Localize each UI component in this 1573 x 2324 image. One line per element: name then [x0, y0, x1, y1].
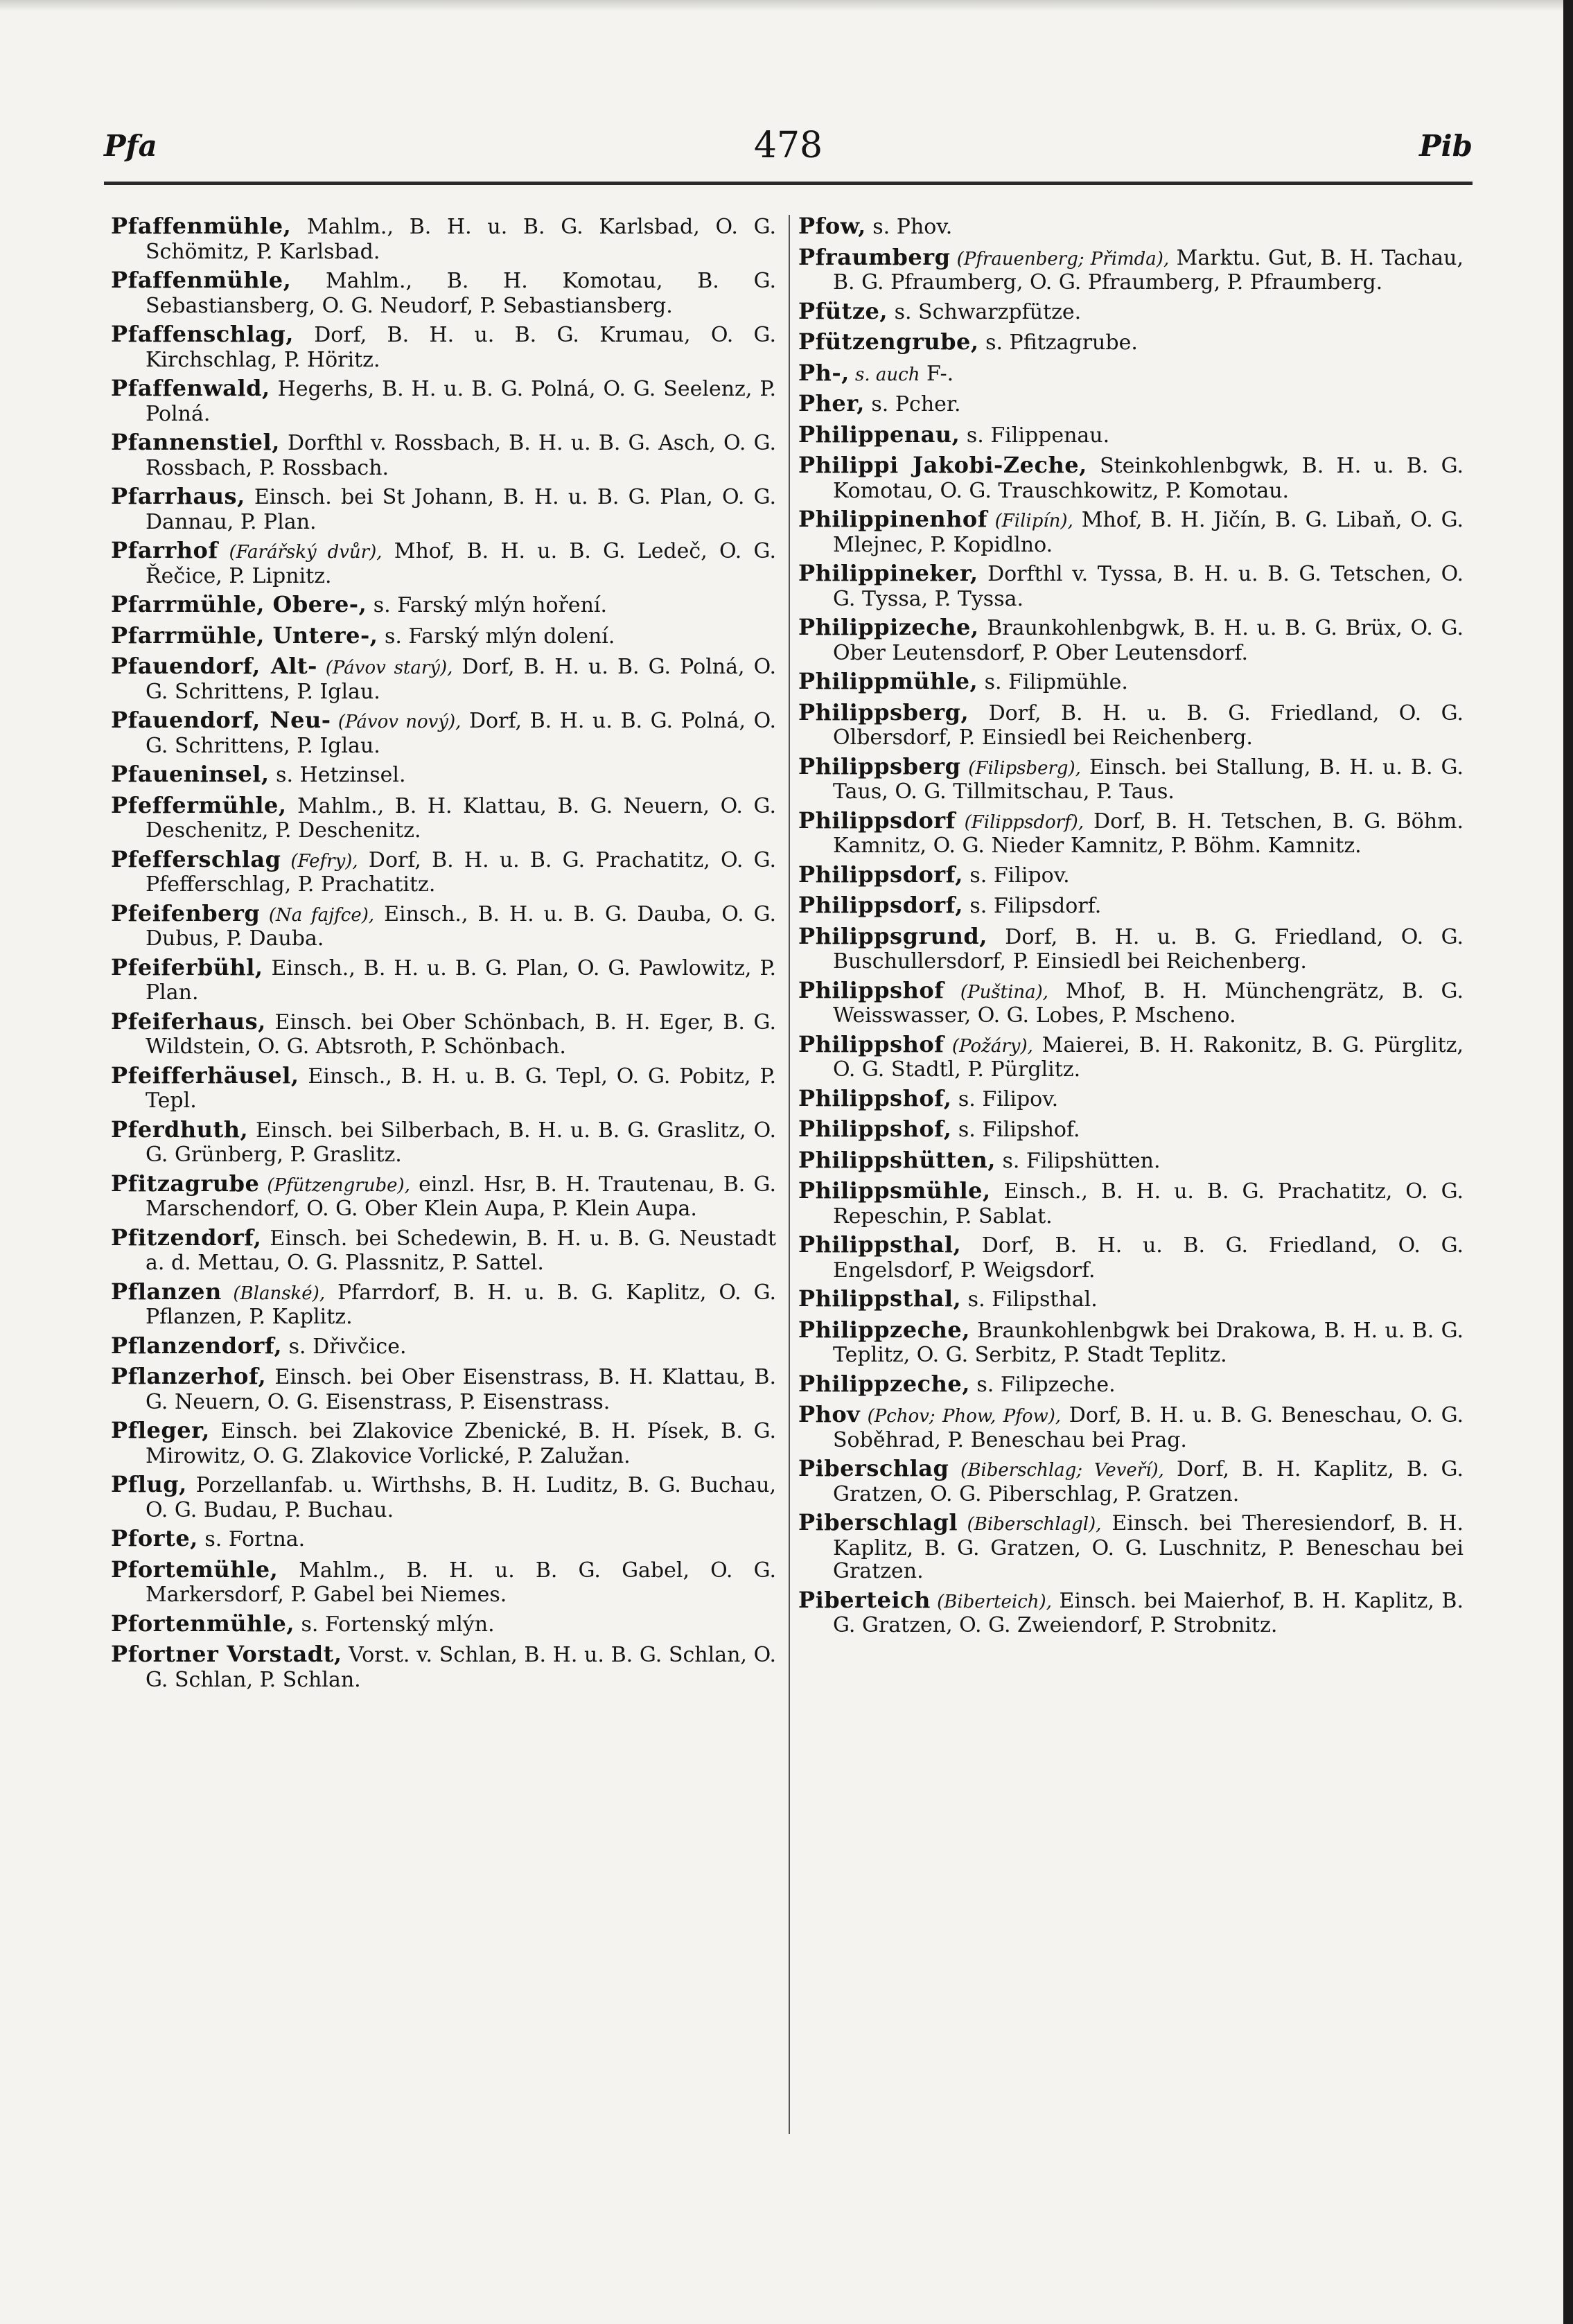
entry-description: Einsch. bei Stallung, B. H. u. B. G. Taus, O. G. Tillmitschau, P. Taus. — [833, 755, 1464, 804]
entry-headword: Philippmühle, — [798, 668, 978, 694]
gazetteer-entry — [111, 1118, 776, 1167]
entry-headword: Philippsberg — [798, 752, 961, 780]
gazetteer-entry — [798, 1457, 1464, 1506]
gazetteer-entry — [111, 791, 776, 843]
entry-description: Steinkohlenbgwk, B. H. u. B. G. Komotau, O. G. Trauschkowitz, P. Komotau. — [833, 454, 1464, 503]
gazetteer-entry — [111, 845, 776, 897]
entry-description: s. Filipmühle. — [978, 670, 1128, 694]
entry-description: Einsch. bei Ober Schönbach, B. H. Eger, B. G. Wildstein, O. G. Abtsroth, P. Schönbach. — [146, 1010, 776, 1059]
gazetteer-entry — [111, 269, 776, 317]
entry-description: einzl. Hsr, B. H. Trautenau, B. G. Marschendorf, O. G. Ober Klein Aupa, P. Klein Aupa. — [146, 1172, 776, 1221]
gazetteer-entry — [111, 1612, 776, 1638]
gazetteer-entry — [111, 709, 776, 757]
entry-headword: Pfitzagrube — [111, 1170, 260, 1197]
entry-alternate-name: (Filipsberg), — [960, 757, 1081, 779]
entry-headword: Philippshof — [798, 976, 944, 1003]
entry-alternate-name: (Pávov nový), — [331, 712, 462, 732]
entry-headword: Philippshütten, — [798, 1146, 996, 1173]
entry-headword: Philippsberg, — [798, 698, 969, 725]
gazetteer-entry — [798, 1511, 1464, 1583]
entry-description: Dorfthl v. Tyssa, B. H. u. B. G. Tetschen, O. G. Tyssa, P. Tyssa. — [833, 562, 1464, 611]
gazetteer-entry — [798, 1146, 1464, 1174]
entry-description: Mhof, B. H. Jičín, B. G. Libaň, O. G. Mlejnec, P. Kopidlno. — [833, 508, 1464, 557]
entry-description: s. Filipshof. — [951, 1118, 1080, 1142]
entry-description: Einsch., B. H. u. B. G. Tepl, O. G. Pobitz, P. Tepl. — [146, 1064, 776, 1113]
entry-headword: Pfütze, — [798, 297, 888, 324]
gazetteer-entry — [111, 323, 776, 371]
entry-headword: Piberteich — [798, 1586, 931, 1613]
gazetteer-entry — [111, 899, 776, 951]
gazetteer-entry — [798, 616, 1464, 664]
entry-description: Vorst. v. Schlan, B. H. u. B. G. Schlan, O. G. Schlan, P. Schlan. — [146, 1643, 776, 1692]
entry-description: s. Phov. — [865, 215, 953, 239]
entry-headword: Pflug, — [111, 1471, 187, 1497]
gazetteer-entry — [798, 328, 1464, 356]
entry-description: Einsch. bei Theresiendorf, B. H. Kaplitz, B. G. Gratzen, O. G. Luschnitz, P. Beneschau bei Gratzen. — [833, 1511, 1464, 1583]
entry-headword: Pfaffenschlag, — [111, 321, 294, 347]
entry-headword: Pfeiferhaus, — [111, 1007, 266, 1035]
entry-description: s. Pfitzagrube. — [978, 331, 1138, 355]
entry-description: s. Pcher. — [864, 392, 961, 416]
entry-headword: Pfortenmühle, — [111, 1610, 295, 1637]
gazetteer-entry — [798, 562, 1464, 610]
gazetteer-entry — [111, 215, 776, 263]
gazetteer-entry — [798, 1403, 1464, 1452]
gazetteer-entry — [111, 1007, 776, 1059]
page-top-edge — [0, 0, 1573, 11]
gazetteer-entry — [798, 454, 1464, 502]
entry-description: Einsch., B. H. u. B. G. Plan, O. G. Pawlowitz, P. Plan. — [146, 956, 776, 1005]
entry-headword: Philippsthal, — [798, 1231, 962, 1258]
entry-headword: Pfeifenberg — [111, 899, 261, 926]
entry-description: Mahlm., B. H. u. B. G. Gabel, O. G. Markersdorf, P. Gabel bei Niemes. — [146, 1558, 776, 1607]
gazetteer-entry — [798, 1030, 1464, 1082]
gazetteer-entry — [798, 809, 1464, 858]
entry-headword: Philippenau, — [798, 421, 960, 448]
entry-description: Dorfthl v. Rossbach, B. H. u. B. G. Asch, O. G. Rossbach, P. Rossbach. — [146, 431, 776, 480]
entry-description: Dorf, B. H. u. B. G. Polná, O. G. Schrittens, P. Iglau. — [146, 655, 776, 704]
entry-description: s. Farský mlýn dolení. — [378, 624, 615, 649]
gazetteer-entry — [798, 863, 1464, 889]
entry-description: Porzellanfab. u. Wirthshs, B. H. Luditz, B. G. Buchau, O. G. Budau, P. Buchau. — [146, 1473, 776, 1522]
entry-alternate-name: (Pfrauenberg; Přimda), — [950, 248, 1170, 270]
gazetteer-entry — [111, 377, 776, 425]
entry-headword: Pforte, — [111, 1525, 198, 1551]
gazetteer-entry — [798, 894, 1464, 919]
entry-headword: Philippizeche, — [798, 614, 979, 640]
entry-headword: Pfarrhaus, — [111, 483, 245, 509]
entry-alternate-name: (Pchov; Phow, Pfow), — [860, 1406, 1062, 1427]
header-rule — [104, 182, 1473, 185]
header-right-guideword: Pib — [1419, 129, 1473, 163]
entry-headword: Pfaffenmühle, — [111, 267, 292, 293]
entry-description: Hegerhs, B. H. u. B. G. Polná, O. G. Seelenz, P. Polná. — [146, 377, 776, 426]
entry-description: s. Fortenský mlýn. — [294, 1612, 495, 1637]
gazetteer-entry — [111, 1226, 776, 1275]
entry-headword: Philippineker, — [798, 560, 978, 586]
gazetteer-entry — [111, 1365, 776, 1414]
entry-headword: Pfauendorf, Neu- — [111, 707, 331, 733]
gazetteer-entry — [798, 698, 1464, 750]
entry-headword: Philippshof, — [798, 1116, 952, 1142]
page-header — [104, 125, 1473, 173]
entry-description: s. Dřivčice. — [282, 1334, 407, 1359]
entry-headword: Philippsdorf — [798, 807, 956, 834]
entry-headword: Ph-, — [798, 359, 850, 386]
entry-description: s. Fortna. — [197, 1527, 306, 1551]
entry-description: Mhof, B. H. u. B. G. Ledeč, O. G. Řečice, P. Lipnitz. — [146, 539, 776, 588]
entry-alternate-name: (Požáry), — [944, 1035, 1033, 1057]
gazetteer-entry — [798, 297, 1464, 326]
entry-description: s. Filipsdorf. — [963, 894, 1102, 918]
entry-headword: Pferdhuth, — [111, 1116, 249, 1143]
entry-headword: Philippsdorf, — [798, 861, 963, 888]
entry-headword: Pflanzen — [111, 1278, 222, 1305]
entry-alternate-name: (Filipín), — [987, 511, 1073, 531]
entry-headword: Pher, — [798, 390, 865, 416]
entry-headword: Philippsthal, — [798, 1285, 962, 1312]
right-column — [798, 215, 1464, 2141]
gazetteer-entry — [111, 624, 776, 650]
gazetteer-entry — [111, 1419, 776, 1468]
entry-description: Mahlm., B. H. u. B. G. Karlsbad, O. G. Schömitz, P. Karlsbad. — [146, 215, 776, 264]
entry-alternate-name: (Puština), — [944, 981, 1049, 1003]
entry-headword: Pfitzendorf, — [111, 1224, 262, 1251]
entry-description: Dorf, B. H. u. B. G. Friedland, O. G. Olbersdorf, P. Einsiedl bei Reichenberg. — [833, 701, 1464, 750]
entry-headword: Piberschlag — [798, 1455, 949, 1481]
page-number: 478 — [753, 125, 823, 166]
entry-alternate-name: (Biberschlag; Veveří), — [949, 1460, 1164, 1481]
entry-description: Pfarrdorf, B. H. u. B. G. Kaplitz, O. G. Pflanzen, P. Kaplitz. — [146, 1280, 776, 1329]
gazetteer-entry — [111, 1064, 776, 1113]
entry-description: Einsch. bei St Johann, B. H. u. B. G. Plan, O. G. Dannau, P. Plan. — [146, 485, 776, 534]
entry-alternate-name: (Blanské), — [221, 1283, 326, 1304]
entry-description: F-. — [920, 361, 954, 386]
gazetteer-entry — [798, 215, 1464, 240]
entry-headword: Pfützengrube, — [798, 328, 979, 355]
gazetteer-entry — [798, 1370, 1464, 1398]
gazetteer-entry — [798, 243, 1464, 294]
entry-description: Dorf, B. H. u. B. G. Prachatitz, O. G. Pfefferschlag, P. Prachatitz. — [146, 847, 776, 897]
page-right-edge — [1563, 0, 1573, 2324]
gazetteer-entry — [111, 1527, 776, 1553]
entry-headword: Pfaffenwald, — [111, 375, 270, 401]
gazetteer-entry — [798, 1179, 1464, 1228]
gazetteer-entry — [111, 1558, 776, 1607]
gazetteer-entry — [798, 359, 1464, 387]
entry-description: s. Filipov. — [963, 863, 1070, 888]
left-column — [111, 215, 776, 2141]
entry-description: Einsch. bei Maierhof, B. H. Kaplitz, B. G. Gratzen, O. G. Zweiendorf, P. Strobnitz. — [833, 1588, 1464, 1637]
entry-description: Mhof, B. H. Münchengrätz, B. G. Weisswasser, O. G. Lobes, P. Mscheno. — [833, 978, 1464, 1028]
entry-description: Mahlm., B. H. Komotau, B. G. Sebastiansberg, O. G. Neudorf, P. Sebastiansberg. — [146, 269, 776, 318]
entry-alternate-name: (Filippsdorf), — [955, 811, 1084, 833]
gazetteer-entry — [798, 976, 1464, 1028]
entry-description: Dorf, B. H. Tetschen, B. G. Böhm. Kamnitz, O. G. Nieder Kamnitz, P. Böhm. Kamnitz. — [833, 809, 1464, 858]
entry-description: s. Filipsthal. — [961, 1287, 1098, 1312]
entry-alternate-name: (Na fajfce), — [260, 904, 375, 926]
entry-headword: Pfarrmühle, Obere-, — [111, 591, 367, 617]
entry-headword: Pfeifferhäusel, — [111, 1062, 299, 1089]
entry-description: s. Filipshütten. — [995, 1148, 1161, 1173]
gazetteer-entry — [798, 1118, 1464, 1143]
gazetteer-entry — [111, 655, 776, 703]
entry-headword: Pfraumberg — [798, 243, 951, 270]
entry-headword: Pfefferschlag — [111, 845, 281, 872]
gazetteer-entry — [798, 392, 1464, 418]
gazetteer-entry — [111, 539, 776, 588]
gazetteer-entry — [111, 593, 776, 619]
entry-alternate-name: s. auch — [849, 364, 920, 385]
entry-alternate-name: (Farářský dvůr), — [218, 542, 383, 563]
entry-headword: Pfortemühle, — [111, 1556, 279, 1583]
entry-headword: Philippshof, — [798, 1084, 952, 1111]
entry-description: Einsch. bei Schedewin, B. H. u. B. G. Neustadt a. d. Mettau, O. G. Plassnitz, P. Sattel. — [146, 1226, 776, 1275]
gazetteer-entry — [798, 922, 1464, 974]
gazetteer-entry — [798, 1084, 1464, 1113]
entry-headword: Pfarrmühle, Untere-, — [111, 622, 378, 649]
gazetteer-entry — [798, 1233, 1464, 1282]
entry-headword: Pfeiferbühl, — [111, 953, 263, 980]
entry-description: Dorf, B. H. u. B. G. Krumau, O. G. Kirchschlag, P. Höritz. — [146, 323, 776, 372]
gazetteer-entry — [111, 1332, 776, 1360]
entry-description: Einsch. bei Ober Eisenstrass, B. H. Klattau, B. G. Neuern, O. G. Eisenstrass, P. Eisenstrass. — [146, 1365, 776, 1414]
gazetteer-entry — [111, 431, 776, 479]
gazetteer-entry — [798, 508, 1464, 556]
entry-description: Dorf, B. H. u. B. G. Friedland, O. G. Engelsdorf, P. Weigsdorf. — [833, 1233, 1464, 1283]
entry-alternate-name: (Pávov starý), — [317, 658, 453, 678]
entry-description: s. Schwarzpfütze. — [888, 299, 1082, 324]
entry-alternate-name: (Biberschlagl), — [958, 1514, 1102, 1535]
entry-description: Marktu. Gut, B. H. Tachau, B. G. Pfraumberg, O. G. Pfraumberg, P. Pfraumberg. — [833, 245, 1464, 294]
entry-description: Einsch. bei Silberbach, B. H. u. B. G. Graslitz, O. G. Grünberg, P. Graslitz. — [146, 1118, 776, 1167]
entry-description: s. Hetzinsel. — [269, 763, 406, 787]
entry-description: s. Filippenau. — [960, 423, 1110, 448]
entry-description: Einsch. bei Zlakovice Zbenické, B. H. Písek, B. G. Mirowitz, O. G. Zlakovice Vorlické, P. Zalužan. — [146, 1419, 776, 1468]
gazetteer-entry — [798, 423, 1464, 449]
entry-headword: Piberschlagl — [798, 1509, 958, 1535]
entry-headword: Pfeffermühle, — [111, 791, 287, 818]
entry-headword: Pfaueninsel, — [111, 761, 270, 787]
entry-description: Maierei, B. H. Rakonitz, B. G. Pürglitz, O. G. Stadtl, P. Pürglitz. — [833, 1032, 1464, 1082]
gazetteer-entry — [798, 1316, 1464, 1367]
entry-headword: Philippshof — [798, 1030, 944, 1057]
gazetteer-entry — [798, 1586, 1464, 1637]
entry-headword: Pfauendorf, Alt- — [111, 653, 317, 679]
entry-headword: Pfaffenmühle, — [111, 215, 292, 239]
gazetteer-entry — [111, 1643, 776, 1691]
entry-headword: Pfleger, — [111, 1417, 210, 1443]
entry-headword: Phov — [798, 1401, 861, 1427]
entry-alternate-name: (Fefry), — [281, 850, 358, 872]
gazetteer-entry — [111, 485, 776, 534]
entry-description: Dorf, B. H. u. B. G. Friedland, O. G. Buschullersdorf, P. Einsiedl bei Reichenberg. — [833, 924, 1464, 974]
entry-description: Einsch., B. H. u. B. G. Prachatitz, O. G. Repeschin, P. Sablat. — [833, 1179, 1464, 1229]
entry-headword: Philippzeche, — [798, 1316, 970, 1343]
entry-headword: Philippinenhof — [798, 506, 987, 532]
entry-alternate-name: (Pfützengrube), — [259, 1174, 410, 1196]
entry-headword: Pflanzerhof, — [111, 1363, 267, 1389]
entry-description: s. Filipzeche. — [969, 1372, 1116, 1397]
entry-headword: Pflanzendorf, — [111, 1332, 283, 1359]
column-divider — [789, 215, 790, 2134]
entry-description: Dorf, B. H. u. B. G. Polná, O. G. Schrittens, P. Iglau. — [146, 709, 776, 758]
entry-description: Braunkohlenbgwk bei Drakowa, B. H. u. B. G. Teplitz, O. G. Serbitz, P. Stadt Teplitz. — [833, 1318, 1464, 1367]
entry-description: Einsch., B. H. u. B. G. Dauba, O. G. Dubus, P. Dauba. — [146, 901, 776, 951]
entry-headword: Philippsdorf, — [798, 892, 963, 918]
entry-headword: Philippsgrund, — [798, 922, 987, 949]
gazetteer-entry — [111, 1473, 776, 1522]
entry-description: Mahlm., B. H. Klattau, B. G. Neuern, O. G. Deschenitz, P. Deschenitz. — [146, 793, 776, 843]
gazetteer-entry — [111, 1280, 776, 1329]
entry-headword: Philippsmühle, — [798, 1177, 991, 1204]
gazetteer-entry — [111, 763, 776, 789]
gazetteer-entry — [798, 752, 1464, 804]
entry-headword: Pfortner Vorstadt, — [111, 1641, 342, 1667]
entry-headword: Pfannenstiel, — [111, 429, 280, 455]
header-left-guideword: Pfa — [104, 129, 157, 163]
entry-description: Dorf, B. H. u. B. G. Beneschau, O. G. Soběhrad, P. Beneschau bei Prag. — [833, 1403, 1464, 1452]
entry-description: Dorf, B. H. Kaplitz, B. G. Gratzen, O. G. Piberschlag, P. Gratzen. — [833, 1457, 1464, 1506]
entry-headword: Philippi Jakobi-Zeche, — [798, 452, 1087, 478]
entry-headword: Philippzeche, — [798, 1370, 970, 1397]
entry-alternate-name: (Biberteich), — [930, 1591, 1052, 1612]
entry-description: s. Filipov. — [951, 1086, 1059, 1111]
entry-description: Braunkohlenbgwk, B. H. u. B. G. Brüx, O. G. Ober Leutensdorf, P. Ober Leutensdorf. — [833, 616, 1464, 665]
gazetteer-entry — [111, 953, 776, 1005]
gazetteer-entry — [798, 1287, 1464, 1313]
gazetteer-entry — [798, 670, 1464, 696]
entry-headword: Pfarrhof — [111, 537, 218, 563]
entry-headword: Pfow, — [798, 215, 866, 239]
gazetteer-entry — [111, 1172, 776, 1221]
entry-description: s. Farský mlýn hoření. — [367, 593, 608, 617]
